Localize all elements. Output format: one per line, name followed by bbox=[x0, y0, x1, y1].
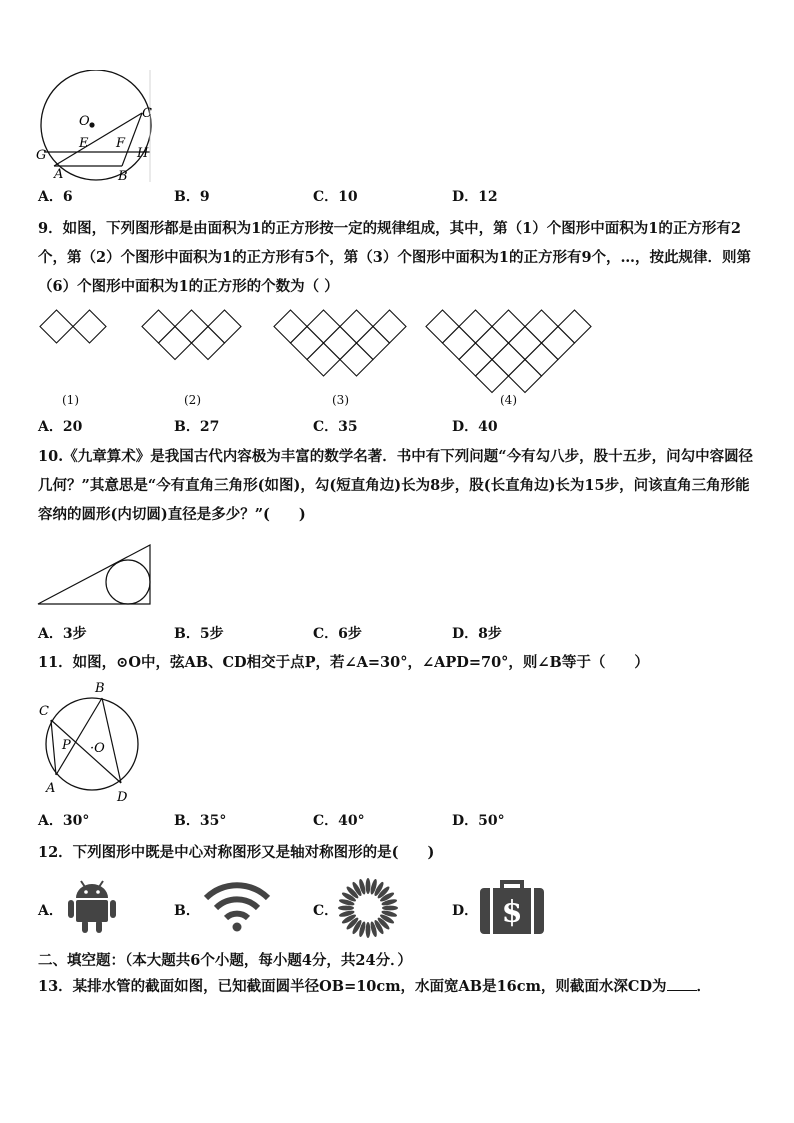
unit-square bbox=[558, 310, 591, 343]
sun-petal bbox=[366, 922, 371, 938]
briefcase-dollar-icon bbox=[478, 878, 546, 936]
unit-square bbox=[324, 327, 357, 360]
q8-label-o: O bbox=[79, 114, 90, 129]
q9-option-d: D．40 bbox=[452, 419, 498, 435]
sun-petal bbox=[382, 906, 398, 911]
q8-label-h: H bbox=[137, 146, 149, 161]
q11-question-text: 11．如图，⊙O中，弦AB、CD相交于点P，若∠A=30°，∠APD=70°，则∠B等于（ ） bbox=[38, 654, 649, 671]
unit-square bbox=[459, 310, 492, 343]
unit-square bbox=[443, 327, 476, 360]
q9-square-patterns bbox=[30, 300, 610, 395]
q11-option-b: B．35° bbox=[174, 813, 227, 829]
q8-option-a: A．6 bbox=[38, 189, 73, 205]
q9-option-a: A．20 bbox=[38, 419, 83, 435]
q8-option-b: B．9 bbox=[174, 189, 210, 205]
unit-square bbox=[509, 360, 542, 393]
sun-petal bbox=[338, 906, 354, 911]
unit-square bbox=[307, 343, 340, 376]
unit-square bbox=[192, 327, 225, 360]
unit-square bbox=[373, 310, 406, 343]
q13-tail: ． bbox=[696, 978, 712, 995]
q8-option-c: C．10 bbox=[313, 189, 358, 205]
wifi-icon bbox=[202, 882, 272, 932]
unit-square bbox=[40, 310, 73, 343]
unit-square bbox=[274, 310, 307, 343]
q11-label-a: A bbox=[46, 781, 56, 796]
unit-square bbox=[525, 310, 558, 343]
q8-label-c: C bbox=[142, 106, 152, 121]
q12-option-a: A． bbox=[38, 903, 63, 919]
q10-option-b: B．5步 bbox=[174, 626, 224, 642]
q10-question-text: 10.《九章算术》是我国古代内容极为丰富的数学名著．书中有下列问题“今有勾八步，股十五步，问勾中容圆径几何？”其意思是“今有直角三角形(如图)，勾(短直角边)长为8步，股(长直角边)长为15步，问该直角三角形能容纳的圆形(内切圆)直径是多少？”( ) bbox=[38, 448, 754, 523]
q12-question-text: 12．下列图形中既是中心对称图形又是轴对称图形的是( ) bbox=[38, 844, 435, 861]
q11-circle-chords-figure bbox=[32, 680, 147, 805]
q9-caption-2: (2) bbox=[184, 393, 201, 407]
android-icon bbox=[66, 878, 118, 934]
q9-option-b: B．27 bbox=[174, 419, 220, 435]
dollar-sign: $ bbox=[501, 895, 523, 930]
q11-option-d: D．50° bbox=[452, 813, 505, 829]
sunburst-icon bbox=[338, 878, 398, 938]
q9-caption-3: (3) bbox=[332, 393, 349, 407]
unit-square bbox=[492, 310, 525, 343]
q11-label-o: ·O bbox=[90, 741, 105, 756]
unit-square bbox=[459, 343, 492, 376]
unit-square bbox=[509, 327, 542, 360]
q8-label-a: A bbox=[54, 167, 64, 182]
q12-option-b: B． bbox=[174, 903, 200, 919]
unit-square bbox=[208, 310, 241, 343]
q9-caption-4: (4) bbox=[500, 393, 517, 407]
q8-label-g: G bbox=[36, 148, 47, 163]
q9-question-text: 9．如图，下列图形都是由面积为1的正方形按一定的规律组成，其中，第（1）个图形中面积为1的正方形有2个，第（2）个图形中面积为1的正方形有5个，第（3）个图形中面积为1的正方形有9个，…，按此规律．则第（6）个图形中面积为1的正方形的个数为（ ） bbox=[38, 220, 752, 295]
unit-square bbox=[73, 310, 106, 343]
unit-square bbox=[357, 327, 390, 360]
q13-answer-blank[interactable] bbox=[667, 976, 697, 991]
q8-label-f: F bbox=[116, 136, 126, 151]
unit-square bbox=[175, 310, 208, 343]
unit-square bbox=[159, 327, 192, 360]
unit-square bbox=[476, 360, 509, 393]
unit-square bbox=[340, 343, 373, 376]
q12-option-c: C． bbox=[313, 903, 339, 919]
q8-option-d: D．12 bbox=[452, 189, 498, 205]
q10-right-triangle-figure bbox=[36, 543, 156, 608]
q10-option-a: A．3步 bbox=[38, 626, 87, 642]
q10-option-d: D．8步 bbox=[452, 626, 502, 642]
q13-question-text: 13．某排水管的截面如图，已知截面圆半径OB=10cm，水面宽AB是16cm，则截面水深CD为 bbox=[38, 978, 667, 995]
unit-square bbox=[291, 327, 324, 360]
q11-label-c: C bbox=[39, 704, 49, 719]
q10-option-c: C．6步 bbox=[313, 626, 362, 642]
section2-title: 二、填空题：（本大题共6个小题，每小题4分，共24分．） bbox=[38, 952, 412, 969]
q11-label-b: B bbox=[95, 681, 105, 696]
sun-petal bbox=[366, 878, 371, 894]
unit-square bbox=[142, 310, 175, 343]
q9-caption-1: (1) bbox=[62, 393, 79, 407]
q11-label-p: P bbox=[62, 738, 71, 753]
unit-square bbox=[525, 343, 558, 376]
q11-option-a: A．30° bbox=[38, 813, 90, 829]
q8-label-b: B bbox=[118, 169, 128, 184]
q8-circle-figure bbox=[30, 70, 160, 185]
q12-option-d: D． bbox=[452, 903, 479, 919]
unit-square bbox=[340, 310, 373, 343]
q11-option-c: C．40° bbox=[313, 813, 365, 829]
q11-label-d: D bbox=[117, 790, 128, 805]
q13-question bbox=[38, 972, 758, 1001]
unit-square bbox=[542, 327, 575, 360]
q8-label-e: E bbox=[79, 136, 89, 151]
unit-square bbox=[492, 343, 525, 376]
q9-option-c: C．35 bbox=[313, 419, 358, 435]
unit-square bbox=[307, 310, 340, 343]
unit-square bbox=[476, 327, 509, 360]
unit-square bbox=[426, 310, 459, 343]
